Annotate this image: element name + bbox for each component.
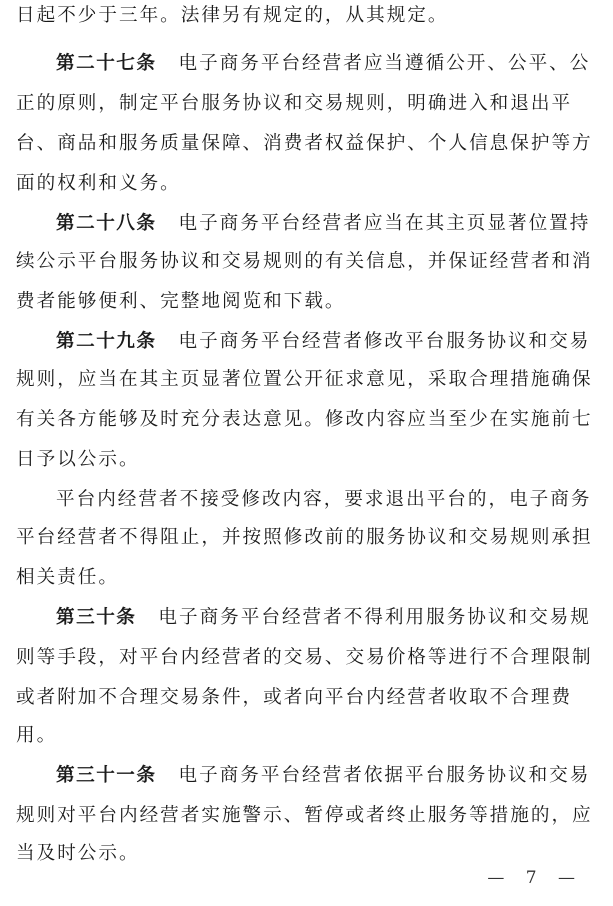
line-text: 平台内经营者不接受修改内容，要求退出平台的，电子商务 <box>56 489 592 510</box>
text-line-14 <box>0 524 613 552</box>
article-30-title: 第三十条 <box>56 607 137 628</box>
article-27-heading-line <box>0 50 613 78</box>
text-line-12 <box>0 446 613 474</box>
article-29-heading-line <box>0 328 613 356</box>
line-text: 规则，应当在其主页显著位置公开征求意见，采取合理措施确保 <box>16 369 593 390</box>
text-line-13 <box>0 486 613 514</box>
line-text: 规则对平台内经营者实施警示、暂停或者终止服务等措施的，应 <box>16 805 593 826</box>
line-text: 则等手段，对平台内经营者的交易、交易价格等进行不合理限制 <box>16 647 593 668</box>
text-line-5 <box>0 170 613 198</box>
line-text: 日起不少于三年。法律另有规定的，从其规定。 <box>16 5 449 26</box>
line-text: 当及时公示。 <box>16 843 140 864</box>
text-line-22 <box>0 840 613 868</box>
text-line-7 <box>0 248 613 276</box>
text-line-4 <box>0 130 613 158</box>
line-text: 电子商务平台经营者不得利用服务协议和交易规 <box>158 607 591 628</box>
text-line-3 <box>0 90 613 118</box>
article-28-title: 第二十八条 <box>56 213 157 234</box>
text-line-15 <box>0 564 613 592</box>
article-28-heading-line <box>0 210 613 238</box>
article-30-heading-line <box>0 604 613 632</box>
line-text: 台、商品和服务质量保障、消费者权益保护、个人信息保护等方 <box>16 133 593 154</box>
text-line-11 <box>0 406 613 434</box>
line-text: 电子商务平台经营者应当在其主页显著位置持 <box>178 213 591 234</box>
line-text: 面的权利和义务。 <box>16 173 181 194</box>
text-line-19 <box>0 722 613 750</box>
page-number-text: — 7 — <box>487 868 583 888</box>
line-text: 用。 <box>16 725 58 746</box>
text-line-1 <box>0 2 613 30</box>
line-text: 日予以公示。 <box>16 449 140 470</box>
article-27-title: 第二十七条 <box>56 53 157 74</box>
article-31-heading-line <box>0 762 613 790</box>
page-number <box>0 868 613 888</box>
article-29-title: 第二十九条 <box>56 331 157 352</box>
line-text: 相关责任。 <box>16 567 119 588</box>
text-line-17 <box>0 644 613 672</box>
line-text: 电子商务平台经营者依据平台服务协议和交易 <box>178 765 591 786</box>
line-text: 电子商务平台经营者修改平台服务协议和交易 <box>178 331 591 352</box>
line-text: 费者能够便利、完整地阅览和下载。 <box>16 291 346 312</box>
line-text: 或者附加不合理交易条件，或者向平台内经营者收取不合理费 <box>16 687 573 708</box>
article-31-title: 第三十一条 <box>56 765 157 786</box>
line-text: 续公示平台服务协议和交易规则的有关信息，并保证经营者和消 <box>16 251 593 272</box>
text-line-10 <box>0 366 613 394</box>
line-text: 电子商务平台经营者应当遵循公开、公平、公 <box>178 53 591 74</box>
text-line-21 <box>0 802 613 830</box>
line-text: 平台经营者不得阻止，并按照修改前的服务协议和交易规则承担 <box>16 527 593 548</box>
text-line-18 <box>0 684 613 712</box>
line-text: 正的原则，制定平台服务协议和交易规则，明确进入和退出平 <box>16 93 573 114</box>
line-text: 有关各方能够及时充分表达意见。修改内容应当至少在实施前七 <box>16 409 593 430</box>
text-line-8 <box>0 288 613 316</box>
